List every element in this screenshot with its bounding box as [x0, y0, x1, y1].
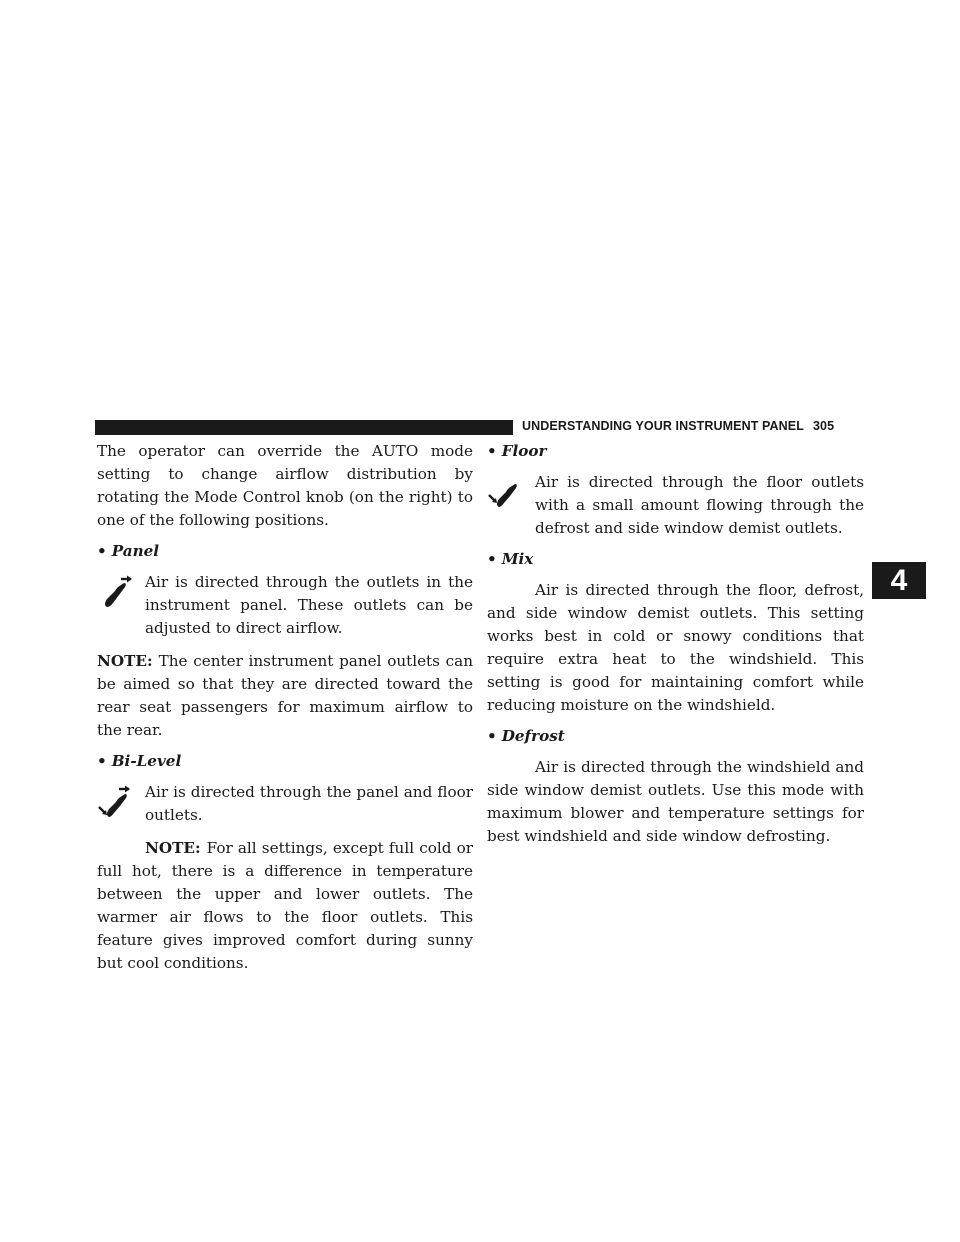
note-paragraph-2: NOTE: For all settings, except full cold or full hot, there is a difference in temperature between the upper and lower outlets. The warmer air flows to the floor outlets. This feature gives improved comfort during sunny but cool conditions. — [97, 839, 473, 972]
mix-heading: • Mix — [487, 550, 534, 568]
bi-level-description: Air is directed through the panel and floor outlets. — [145, 783, 473, 824]
right-column — [487, 440, 864, 848]
note-label: NOTE: — [145, 839, 201, 857]
section-title: UNDERSTANDING YOUR INSTRUMENT PANEL — [522, 419, 804, 433]
header-rule — [95, 420, 513, 435]
note-paragraph-1: NOTE: The center instrument panel outlets can be aimed so that they are directed toward the rear seat passengers for maximum airflow to the rear. — [97, 652, 473, 739]
chapter-tab: 4 — [872, 562, 926, 599]
panel-mode-icon — [97, 573, 137, 613]
running-header — [522, 419, 834, 433]
left-column — [97, 440, 473, 975]
panel-description: Air is directed through the outlets in the instrument panel. These outlets can be adjusted to direct airflow. — [145, 573, 473, 637]
bi-level-mode-icon — [97, 783, 137, 823]
bi-level-heading: • Bi-Level — [97, 752, 182, 770]
bi-level-block — [97, 781, 473, 827]
note-label: NOTE: — [97, 652, 153, 670]
floor-heading: • Floor — [487, 442, 547, 460]
mix-description: Air is directed through the floor, defrost, and side window demist outlets. This setting works best in cold or snowy conditions that require extra heat to the windshield. This setting is good for maintaining comfort while reducing moisture on the windshield. — [487, 581, 864, 714]
defrost-heading: • Defrost — [487, 727, 565, 745]
panel-heading: • Panel — [97, 542, 160, 560]
page-number: 305 — [812, 419, 835, 433]
panel-block — [97, 571, 473, 640]
floor-block — [487, 471, 864, 540]
floor-description: Air is directed through the floor outlets with a small amount flowing through the defrost and side window demist outlets. — [535, 473, 864, 537]
defrost-description: Air is directed through the windshield and side window demist outlets. Use this mode with maximum blower and temperature settings for best windshield and side window defrosting. — [487, 758, 864, 845]
intro-paragraph: The operator can override the AUTO mode setting to change airflow distribution by rotating the Mode Control knob (on the right) to one of the following positions. — [97, 442, 473, 529]
floor-mode-icon — [487, 473, 527, 513]
